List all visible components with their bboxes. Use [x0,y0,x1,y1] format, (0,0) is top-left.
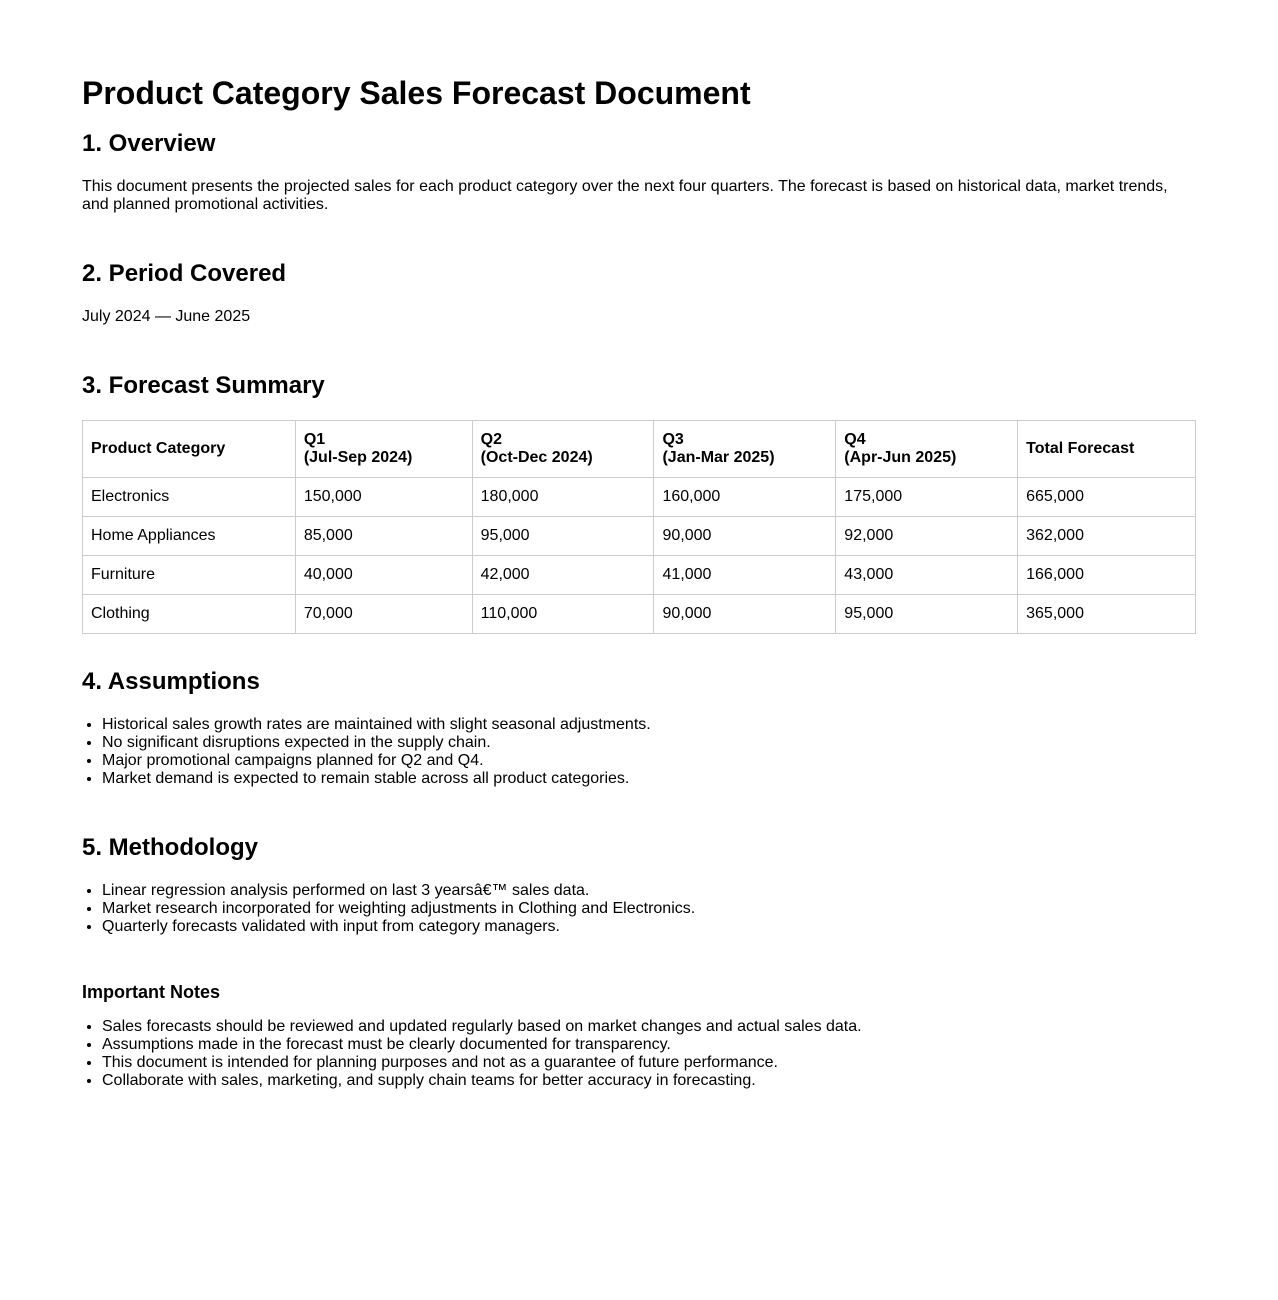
table-cell: 95,000 [472,517,654,556]
column-header-period: (Apr-Jun 2025) [844,449,957,466]
overview-heading: 1. Overview [82,130,216,157]
table-cell: Clothing [83,595,296,634]
column-header [83,421,296,478]
column-header-period: (Oct-Dec 2024) [480,449,593,466]
table-cell: 150,000 [295,478,472,517]
list-item: • Collaborate with sales, marketing, and supply chain teams for better accuracy in forecasting. [102,1072,1196,1090]
table-cell: 85,000 [295,517,472,556]
table-cell: 175,000 [836,478,1018,517]
overview-text: This document presents the projected sales for each product category over the next four quarters. The forecast is based on historical data, market trends, and planned promotional activities. [82,178,1168,213]
period-heading: 2. Period Covered [82,260,287,287]
column-header [472,421,654,478]
list-item: • This document is intended for planning purposes and not as a guarantee of future performance. [102,1054,1196,1072]
table-cell: 665,000 [1018,478,1196,517]
column-header-period: (Jul-Sep 2024) [303,449,413,466]
column-header-label: Product Category [91,440,226,457]
table-cell: 362,000 [1018,517,1196,556]
column-header-label: Total Forecast [1026,440,1135,457]
table-cell: 90,000 [654,517,836,556]
table-cell: Furniture [83,556,296,595]
list-item: • Quarterly forecasts validated with input from category managers. [102,918,1196,936]
table-cell: 110,000 [472,595,654,634]
column-header [836,421,1018,478]
table-cell: Electronics [83,478,296,517]
column-header-label: Q1 [303,431,326,448]
list-item: • Sales forecasts should be reviewed and updated regularly based on market changes and actual sales data. [102,1018,1196,1036]
table-header-row [83,421,1196,478]
table-cell: 70,000 [295,595,472,634]
document [82,0,1196,1090]
methodology-heading: 5. Methodology [82,834,258,861]
table-row [83,595,1196,634]
table-row [83,478,1196,517]
table-row [83,517,1196,556]
table-cell: 41,000 [654,556,836,595]
table-cell: 180,000 [472,478,654,517]
table-cell: 90,000 [654,595,836,634]
list-item: • Historical sales growth rates are maintained with slight seasonal adjustments. [102,716,1196,734]
list-item: • Linear regression analysis performed on last 3 yearsâ€™ sales data. [102,882,1196,900]
summary-heading: 3. Forecast Summary [82,372,325,399]
list-item: • Major promotional campaigns planned for Q2 and Q4. [102,752,1196,770]
column-header [654,421,836,478]
period-text: July 2024 — June 2025 [82,308,251,325]
column-header-label: Q2 [480,431,502,448]
column-header [1018,421,1196,478]
document-title: Product Category Sales Forecast Document [82,75,751,111]
table-cell: 95,000 [836,595,1018,634]
table-cell: 166,000 [1018,556,1196,595]
table-cell: 365,000 [1018,595,1196,634]
table-cell: 43,000 [836,556,1018,595]
table-cell: 40,000 [295,556,472,595]
forecast-table [82,420,1196,634]
list-item: • Market research incorporated for weighting adjustments in Clothing and Electronics. [102,900,1196,918]
table-cell: 160,000 [654,478,836,517]
list-item: • Assumptions made in the forecast must be clearly documented for transparency. [102,1036,1196,1054]
column-header-label: Q4 [844,431,866,448]
table-row [83,556,1196,595]
assumptions-list [82,716,1196,788]
table-cell: Home Appliances [83,517,296,556]
methodology-list [82,882,1196,936]
table-cell: 92,000 [836,517,1018,556]
notes-heading: Important Notes [82,982,221,1002]
column-header-label: Q3 [662,431,684,448]
table-cell: 42,000 [472,556,654,595]
assumptions-heading: 4. Assumptions [82,668,260,695]
column-header-period: (Jan-Mar 2025) [662,449,775,466]
column-header [295,421,472,478]
notes-list [82,1018,1196,1090]
list-item: • No significant disruptions expected in the supply chain. [102,734,1196,752]
list-item: • Market demand is expected to remain stable across all product categories. [102,770,1196,788]
